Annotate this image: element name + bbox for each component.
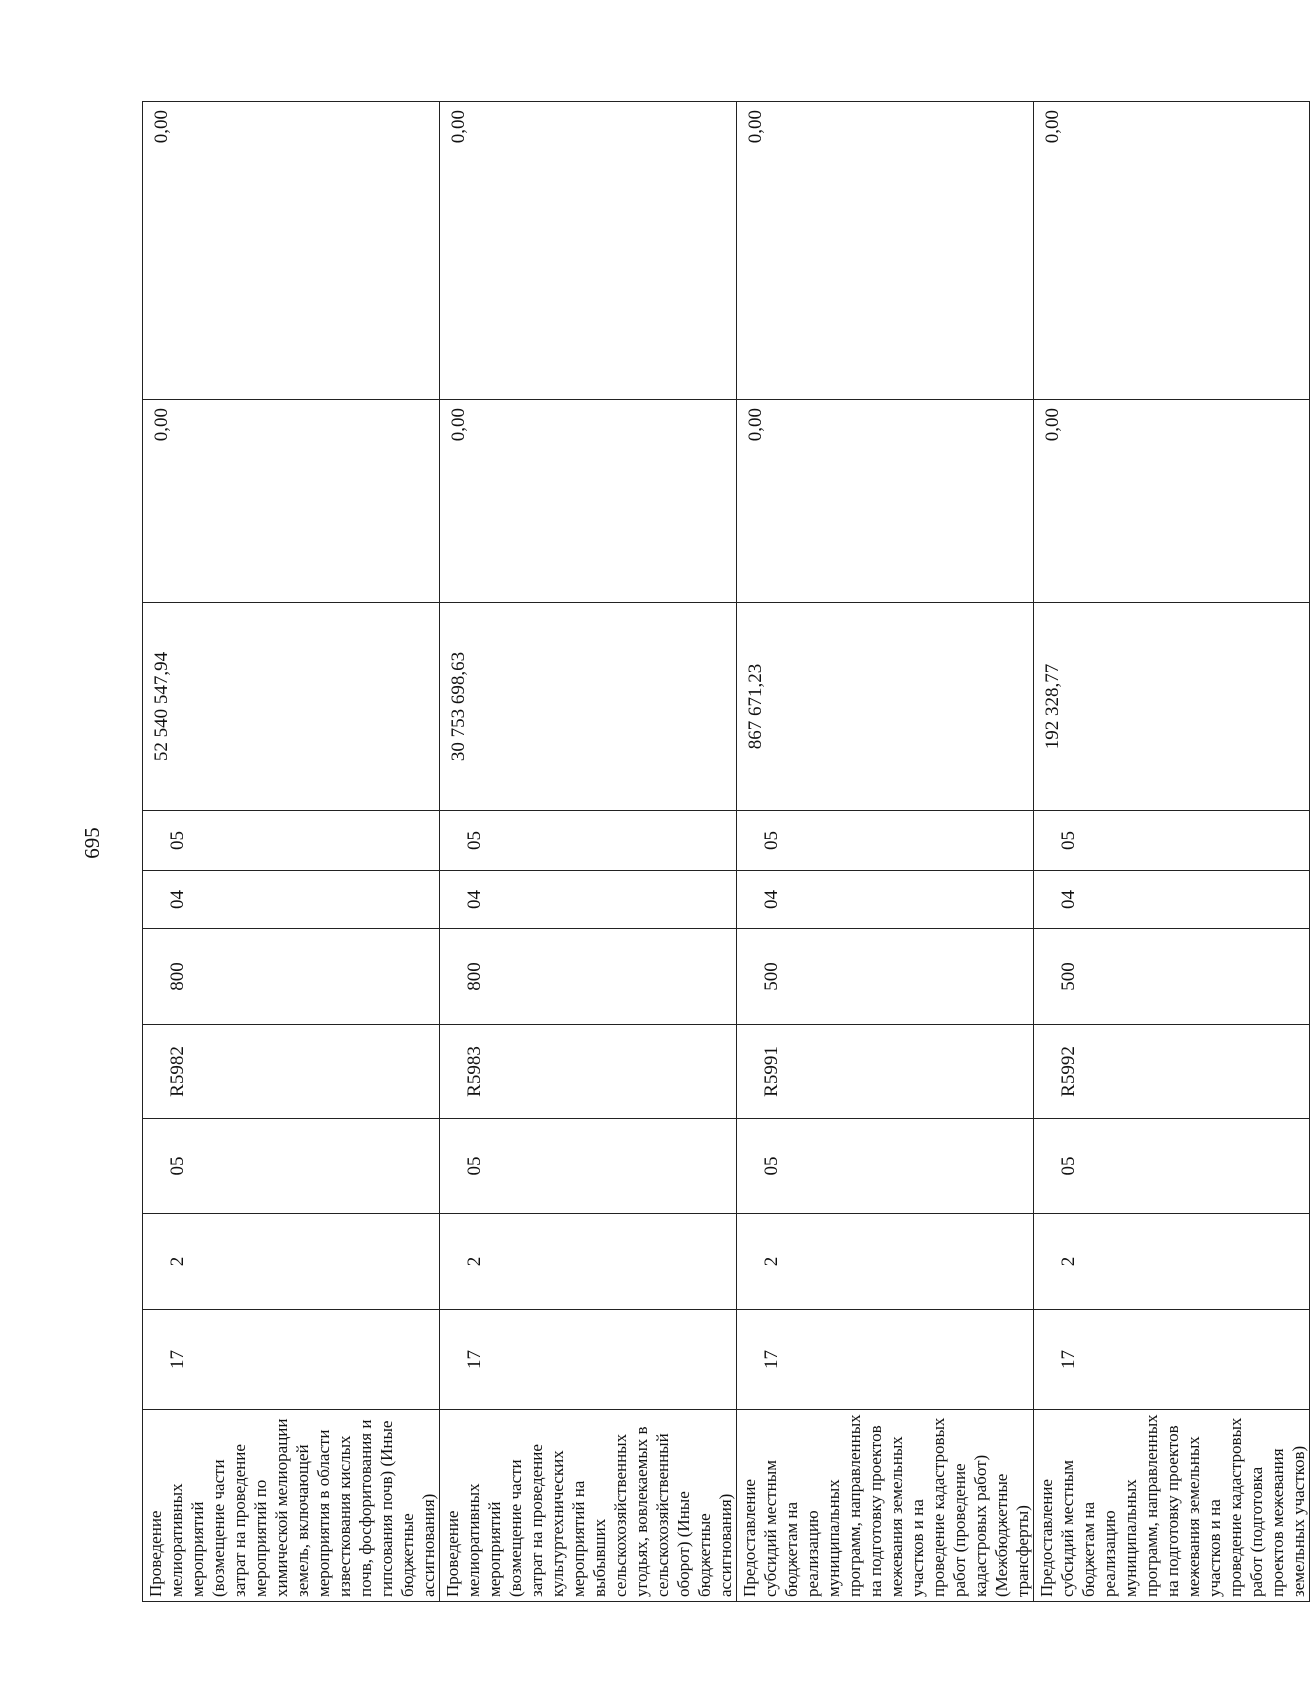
- amount-year-2: 0,00: [737, 400, 1034, 603]
- main-event-code: 05: [737, 1119, 1034, 1214]
- direction-code: R5983: [440, 1025, 737, 1119]
- table-row: [440, 102, 737, 1602]
- table-row: [737, 102, 1034, 1602]
- expense-type-code: 800: [440, 929, 737, 1025]
- row-description: Проведение мелиоративных мероприятий (возмещение части затрат на проведение мероприятий по химической мелиорации земель, включающей мероприятия в области известкования кислых почв, фосфоритования и гипсования почв) (Иные бюджетные ассигнования): [143, 1410, 440, 1602]
- section-code: 04: [143, 871, 440, 929]
- amount-year-3: 0,00: [143, 102, 440, 400]
- main-event-code: 05: [440, 1119, 737, 1214]
- subsection-code: 05: [737, 811, 1034, 871]
- expense-type-code: 500: [1034, 929, 1310, 1025]
- direction-code: R5982: [143, 1025, 440, 1119]
- program-code: 17: [143, 1310, 440, 1410]
- subsection-code: 05: [1034, 811, 1310, 871]
- amount-year-1: 30 753 698,63: [440, 603, 737, 811]
- budget-table: [142, 101, 1310, 1602]
- subprogram-code: 2: [1034, 1214, 1310, 1310]
- subsection-code: 05: [143, 811, 440, 871]
- section-code: 04: [1034, 871, 1310, 929]
- table-row: [143, 102, 440, 1602]
- amount-year-3: 0,00: [440, 102, 737, 400]
- table-row: [1034, 102, 1310, 1602]
- expense-type-code: 500: [737, 929, 1034, 1025]
- program-code: 17: [737, 1310, 1034, 1410]
- page-number: 695: [80, 827, 104, 859]
- subprogram-code: 2: [143, 1214, 440, 1310]
- subsection-code: 05: [440, 811, 737, 871]
- direction-code: R5992: [1034, 1025, 1310, 1119]
- amount-year-1: 867 671,23: [737, 603, 1034, 811]
- amount-year-2: 0,00: [143, 400, 440, 603]
- row-description: Предоставление субсидий местным бюджетам на реализацию муниципальных программ, направленных на подготовку проектов межевания земельных участков и на проведение кадастровых работ (проведение кадастровых работ) (Межбюджетные трансферты): [737, 1410, 1034, 1602]
- amount-year-3: 0,00: [1034, 102, 1310, 400]
- budget-table-wrapper: [142, 102, 1308, 1602]
- amount-year-2: 0,00: [440, 400, 737, 603]
- section-code: 04: [737, 871, 1034, 929]
- expense-type-code: 800: [143, 929, 440, 1025]
- row-description: Проведение мелиоративных мероприятий (возмещение части затрат на проведение культуртехнических мероприятий на выбывших сельскохозяйственных угодьях, вовлекаемых в сельскохозяйственный оборот) (Иные бюджетные ассигнования): [440, 1410, 737, 1602]
- amount-year-3: 0,00: [737, 102, 1034, 400]
- amount-year-1: 52 540 547,94: [143, 603, 440, 811]
- amount-year-2: 0,00: [1034, 400, 1310, 603]
- row-description: Предоставление субсидий местным бюджетам на реализацию муниципальных программ, направленных на подготовку проектов межевания земельных участков и на проведение кадастровых работ (подготовка проектов межевания земельных участков): [1034, 1410, 1310, 1602]
- amount-year-1: 192 328,77: [1034, 603, 1310, 811]
- main-event-code: 05: [1034, 1119, 1310, 1214]
- program-code: 17: [1034, 1310, 1310, 1410]
- main-event-code: 05: [143, 1119, 440, 1214]
- section-code: 04: [440, 871, 737, 929]
- subprogram-code: 2: [737, 1214, 1034, 1310]
- subprogram-code: 2: [440, 1214, 737, 1310]
- program-code: 17: [440, 1310, 737, 1410]
- direction-code: R5991: [737, 1025, 1034, 1119]
